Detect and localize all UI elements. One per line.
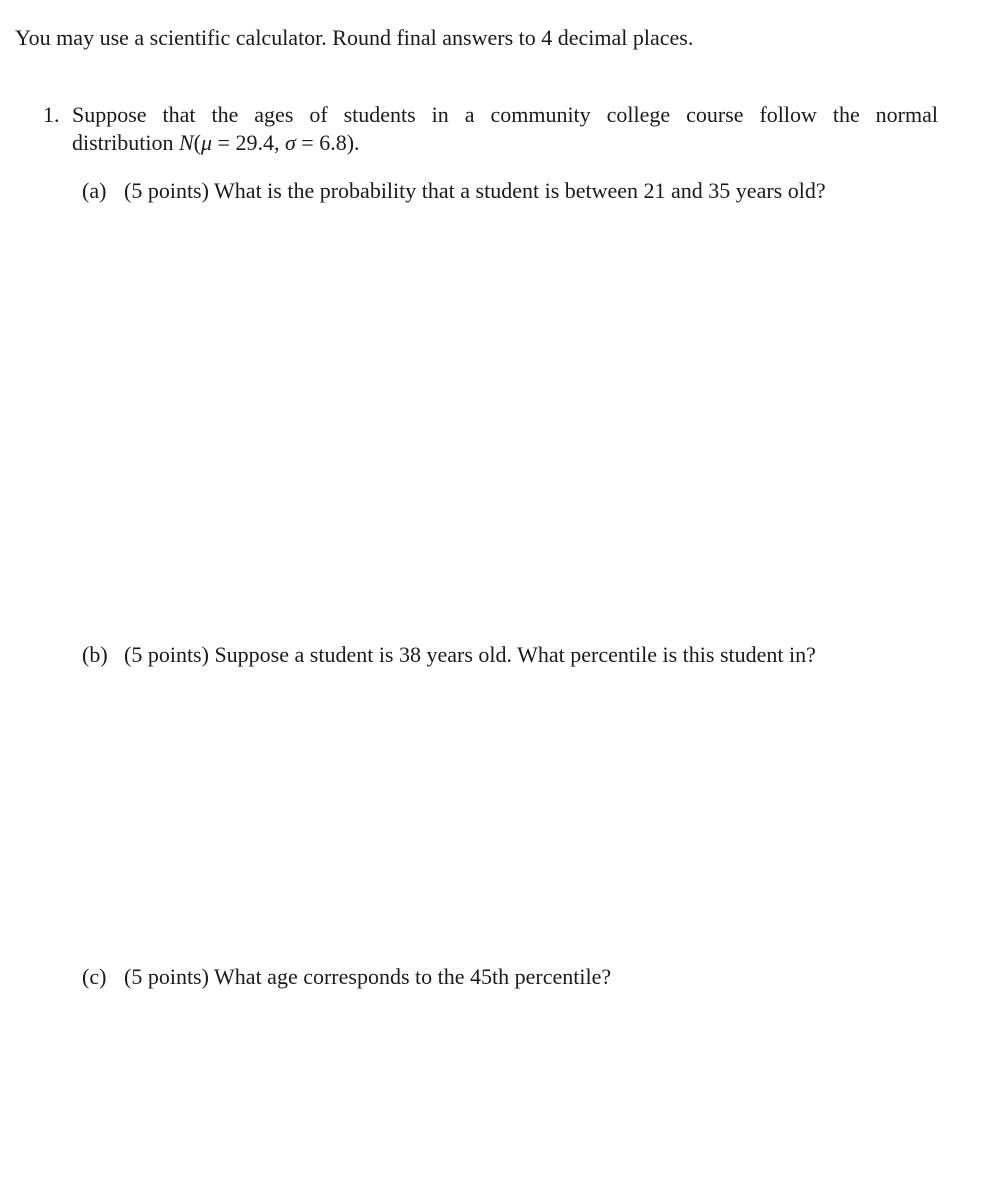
- paren-open: (: [193, 130, 201, 155]
- equals-sign-1: =: [212, 130, 236, 155]
- paren-close: ).: [346, 130, 360, 155]
- question-number: 1.: [43, 102, 60, 127]
- part-a-text: (5 points) What is the probability that a student is between 21 and 35 years old?: [124, 178, 826, 203]
- question-text-line-1: Suppose that the ages of students in a community college course follow the normal: [72, 102, 938, 127]
- comma: ,: [273, 130, 285, 155]
- part-c-text: (5 points) What age corresponds to the 45th percentile?: [124, 964, 612, 989]
- distribution-prefix: distribution: [72, 130, 179, 155]
- equals-sign-2: =: [295, 130, 320, 155]
- part-b-label: (b): [82, 642, 108, 667]
- mu-symbol: μ: [200, 130, 213, 155]
- part-b-text: (5 points) Suppose a student is 38 years old. What percentile is this student in?: [124, 642, 816, 667]
- question-text-line-2: [72, 129, 360, 157]
- distribution-symbol: N: [178, 130, 194, 155]
- instructions-text: You may use a scientific calculator. Round final answers to 4 decimal places.: [15, 25, 694, 50]
- part-c-label: (c): [82, 964, 107, 989]
- sigma-value: 6.8: [319, 130, 347, 155]
- part-a-label: (a): [82, 178, 107, 203]
- mu-value: 29.4: [235, 130, 274, 155]
- sigma-symbol: σ: [284, 130, 296, 155]
